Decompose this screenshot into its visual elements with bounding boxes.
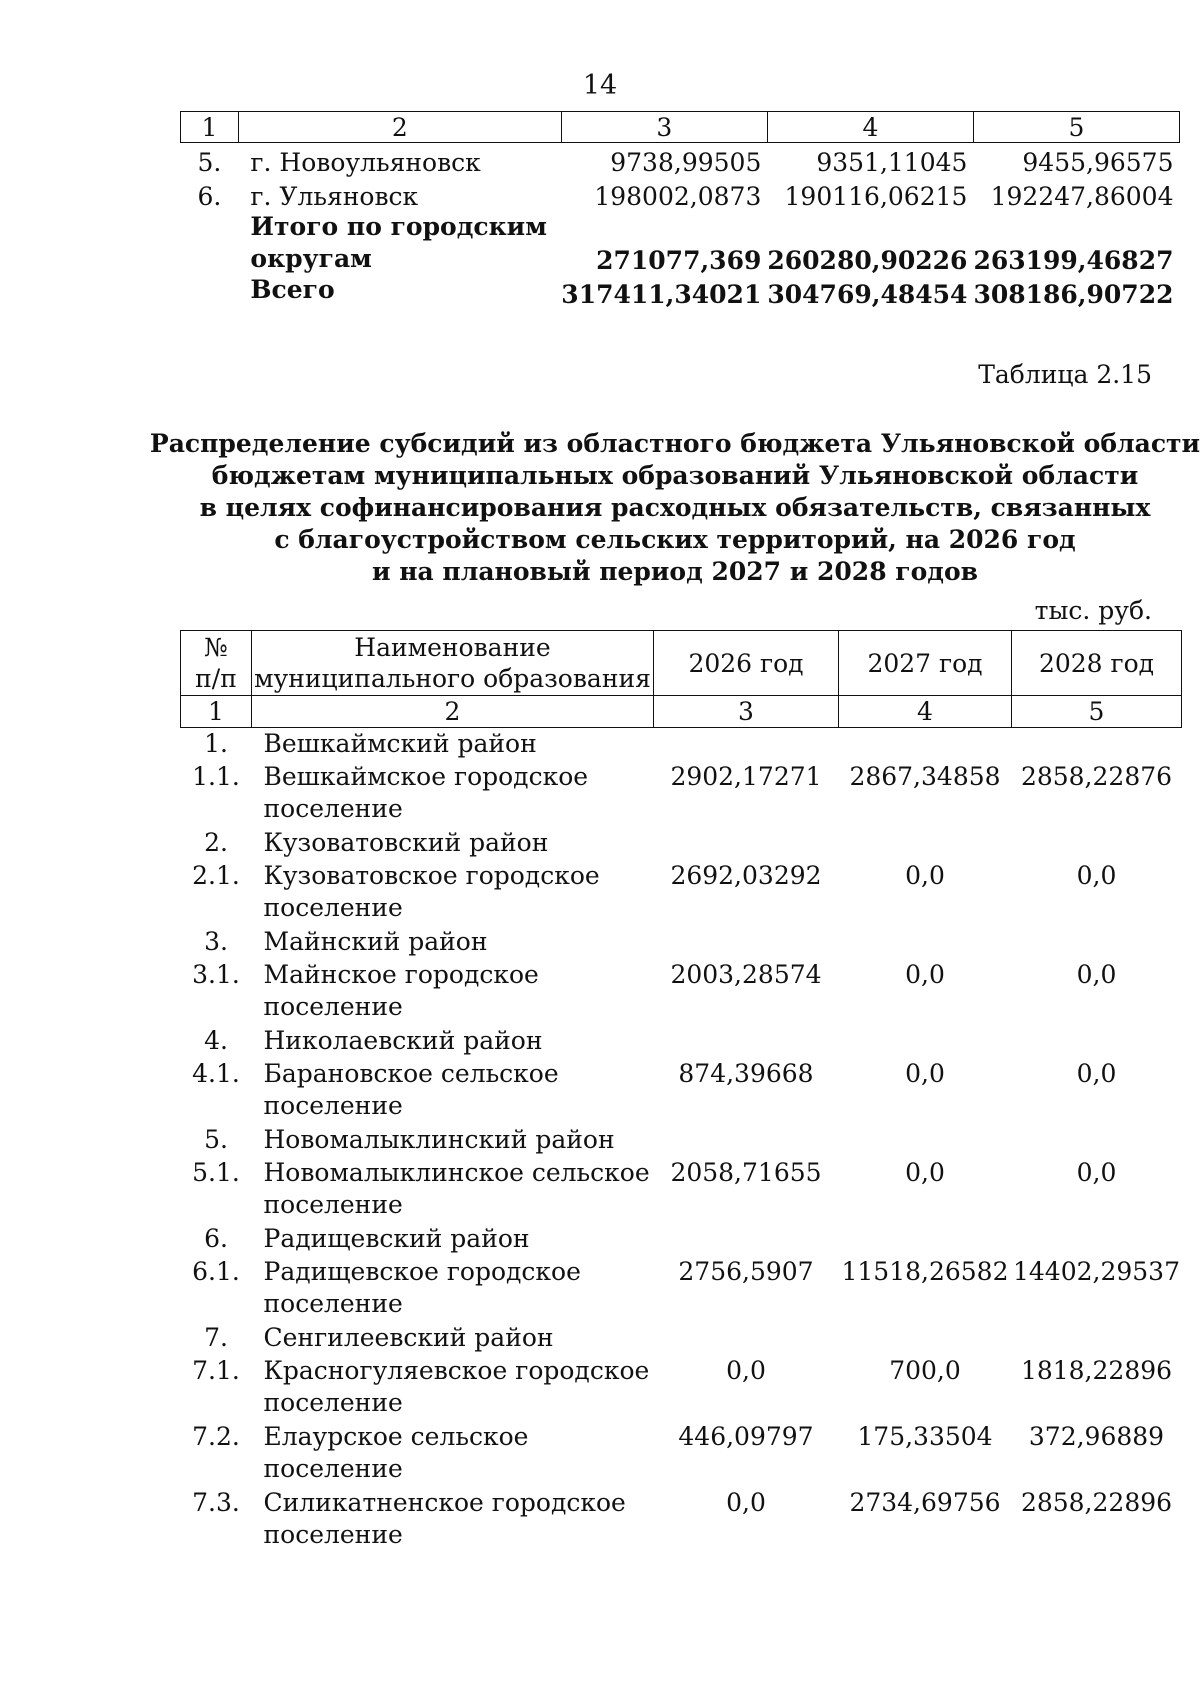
settlement-row	[181, 860, 1182, 926]
total-2028: 308186,90722	[973, 280, 1174, 309]
settlement-row	[181, 761, 1182, 827]
value-2028	[1012, 827, 1182, 860]
row-number: 7.3.	[192, 1488, 240, 1517]
district-row	[181, 1223, 1182, 1256]
row-name-line2: поселение	[263, 992, 403, 1021]
col-number: 1	[181, 696, 252, 728]
row-number: 4.1.	[192, 1059, 240, 1088]
value-2028	[1012, 1025, 1182, 1058]
col-number: 2	[252, 696, 654, 728]
value-2026: 446,09797	[678, 1422, 814, 1451]
row-name-line1: Майнское городское	[263, 960, 539, 989]
value-2027: 2867,34858	[849, 762, 1001, 791]
value-2026	[654, 827, 839, 860]
value-2027: 190116,06215	[784, 182, 968, 211]
header-number-abbr: п/п	[195, 664, 237, 693]
value-2026	[654, 1223, 839, 1256]
subtotal-row	[181, 211, 1180, 275]
district-row	[181, 827, 1182, 860]
value-2027	[839, 1025, 1012, 1058]
subtotal-label-line1: Итого по городским	[250, 212, 547, 241]
value-2027: 0,0	[905, 861, 945, 890]
row-name-line1: Красногуляевское городское	[263, 1356, 650, 1385]
value-2028: 0,0	[1076, 861, 1117, 890]
value-2026: 2756,5907	[678, 1257, 814, 1286]
col-number: 1	[181, 112, 239, 143]
value-2028: 192247,86004	[990, 182, 1174, 211]
value-2026: 2692,03292	[670, 861, 822, 890]
row-number: 2.	[204, 828, 228, 857]
col-number: 2	[238, 112, 561, 143]
page-number: 14	[582, 70, 618, 101]
row-name	[252, 1421, 654, 1487]
value-2027: 9351,11045	[816, 148, 968, 177]
title-line: с благоустройством сельских территорий, на 2026 год	[274, 525, 1076, 554]
value-2028	[1012, 926, 1182, 959]
value-2026	[654, 1124, 839, 1157]
subtotal-label	[238, 211, 561, 275]
value-2026	[654, 1322, 839, 1355]
district-row	[181, 1124, 1182, 1157]
row-name	[252, 1256, 654, 1322]
row-name	[252, 1058, 654, 1124]
value-2027	[839, 1322, 1012, 1355]
row-name-line2: поселение	[263, 1091, 403, 1120]
district-row	[181, 1322, 1182, 1355]
total-label: Всего	[250, 275, 335, 304]
value-2028	[1012, 1124, 1182, 1157]
row-number: 6.	[197, 182, 222, 211]
row-name-line1: Радищевский район	[263, 1224, 530, 1253]
value-2028	[1012, 1223, 1182, 1256]
value-2028: 2858,22896	[1020, 1488, 1173, 1517]
row-name	[252, 1157, 654, 1223]
row-number: 7.	[204, 1323, 228, 1352]
row-name-line1: Барановское сельское	[263, 1059, 559, 1088]
col-number: 5	[973, 112, 1179, 143]
district-row	[181, 1025, 1182, 1058]
value-2028: 9455,96575	[1022, 148, 1174, 177]
total-2027: 304769,48454	[767, 280, 968, 309]
value-2026: 198002,0873	[594, 182, 762, 211]
value-2026: 0,0	[726, 1356, 766, 1385]
district-row	[181, 728, 1182, 762]
row-number: 3.1.	[192, 960, 240, 989]
row-name	[252, 959, 654, 1025]
subsidy-table	[180, 630, 1182, 1553]
settlement-row	[181, 1157, 1182, 1223]
row-name	[252, 827, 654, 860]
row-name-line1: Новомалыклинское сельское	[263, 1158, 650, 1187]
row-name	[252, 926, 654, 959]
column-number-row	[181, 696, 1182, 728]
title-line: и на плановый период 2027 и 2028 годов	[371, 557, 978, 586]
row-name-line1: Вешкаймское городское	[263, 762, 589, 791]
subtotal-2026: 271077,369	[596, 246, 762, 275]
header-name-line2: муниципального образования	[254, 664, 651, 693]
total-2026: 317411,34021	[561, 280, 762, 309]
value-2026	[654, 1025, 839, 1058]
row-name-line1: Вешкаймский район	[263, 729, 537, 758]
title-line: в целях софинансирования расходных обязательств, связанных	[199, 493, 1151, 522]
row-number: 1.	[204, 729, 228, 758]
total-row	[181, 275, 1180, 309]
row-name	[252, 1223, 654, 1256]
row-name: г. Новоульяновск	[250, 148, 481, 177]
value-2026	[654, 728, 839, 762]
value-2028: 14402,29537	[1012, 1257, 1180, 1286]
row-name	[252, 761, 654, 827]
table-body	[181, 728, 1182, 1554]
header-name-line1: Наименование	[354, 633, 551, 662]
row-name-line1: Николаевский район	[263, 1026, 543, 1055]
value-2027	[839, 728, 1012, 762]
row-name	[252, 728, 654, 762]
col-number: 3	[561, 112, 767, 143]
header-row	[181, 631, 1182, 696]
settlement-row	[181, 1487, 1182, 1553]
row-name-line1: Кузоватовский район	[263, 828, 549, 857]
value-2026	[654, 926, 839, 959]
row-name-line2: поселение	[263, 794, 403, 823]
value-2026: 0,0	[726, 1488, 766, 1517]
settlement-row	[181, 1256, 1182, 1322]
subtotal-label-line2: округам	[250, 244, 372, 273]
col-number: 4	[839, 696, 1012, 728]
row-number: 6.1.	[192, 1257, 240, 1286]
row-number: 4.	[204, 1026, 228, 1055]
row-name	[252, 1025, 654, 1058]
row-name-line2: поселение	[263, 893, 403, 922]
row-name-line2: поселение	[263, 1388, 403, 1417]
row-number: 7.1.	[192, 1356, 240, 1385]
header-2026: 2026 год	[654, 631, 839, 696]
value-2028: 2858,22876	[1020, 762, 1173, 791]
value-2028: 0,0	[1076, 1059, 1117, 1088]
value-2027: 11518,26582	[841, 1257, 1009, 1286]
value-2028: 0,0	[1076, 1158, 1117, 1187]
row-name	[252, 860, 654, 926]
district-row	[181, 926, 1182, 959]
row-number: 5.1.	[192, 1158, 240, 1187]
row-name-line2: поселение	[263, 1454, 403, 1483]
row-name-line1: Кузоватовское городское	[263, 861, 600, 890]
settlement-row	[181, 1058, 1182, 1124]
header-name	[252, 631, 654, 696]
table-caption: Таблица 2.15	[978, 360, 1152, 389]
subtotal-2028: 263199,46827	[973, 246, 1174, 275]
row-name-line2: поселение	[263, 1289, 403, 1318]
value-2028: 372,96889	[1028, 1422, 1165, 1451]
row-name-line2: поселение	[263, 1520, 403, 1549]
col-number: 5	[1012, 696, 1182, 728]
value-2026: 9738,99505	[610, 148, 762, 177]
title-line: Распределение субсидий из областного бюджета Ульяновской области	[149, 429, 1200, 458]
value-2027: 700,0	[889, 1356, 961, 1385]
row-name-line1: Новомалыклинский район	[263, 1125, 615, 1154]
value-2026: 874,39668	[678, 1059, 814, 1088]
value-2028	[1012, 728, 1182, 762]
value-2026: 2003,28574	[670, 960, 822, 989]
header-2028: 2028 год	[1012, 631, 1182, 696]
row-number: 5.	[204, 1125, 228, 1154]
row-name	[252, 1124, 654, 1157]
value-2027: 2734,69756	[849, 1488, 1001, 1517]
settlement-row	[181, 959, 1182, 1025]
value-2027	[839, 926, 1012, 959]
table-row	[181, 177, 1180, 211]
column-number-row	[181, 112, 1180, 143]
row-name	[252, 1355, 654, 1421]
value-2027	[839, 1223, 1012, 1256]
value-2027	[839, 1124, 1012, 1157]
header-2027: 2027 год	[839, 631, 1012, 696]
row-name-line1: Силикатненское городское	[263, 1488, 626, 1517]
col-number: 3	[654, 696, 839, 728]
value-2026: 2058,71655	[670, 1158, 822, 1187]
table-title	[0, 428, 1200, 588]
value-2028: 1818,22896	[1020, 1356, 1173, 1385]
value-2027: 175,33504	[857, 1422, 993, 1451]
row-number: 5.	[197, 148, 222, 177]
settlement-row	[181, 1355, 1182, 1421]
header-number-symbol: №	[204, 633, 228, 662]
row-number: 1.1.	[192, 762, 240, 791]
row-name-line1: Майнский район	[263, 927, 488, 956]
value-2027: 0,0	[905, 960, 945, 989]
settlement-row	[181, 1421, 1182, 1487]
row-number: 6.	[204, 1224, 228, 1253]
units-label: тыс. руб.	[1034, 596, 1152, 625]
row-name-line1: Сенгилеевский район	[263, 1323, 554, 1352]
value-2028	[1012, 1322, 1182, 1355]
row-name: г. Ульяновск	[250, 182, 419, 211]
row-name-line1: Радищевское городское	[263, 1257, 581, 1286]
row-number: 7.2.	[192, 1422, 240, 1451]
table-row	[181, 143, 1180, 178]
row-name	[252, 1487, 654, 1553]
value-2026: 2902,17271	[670, 762, 822, 791]
value-2027: 0,0	[905, 1158, 945, 1187]
header-number	[181, 631, 252, 696]
row-name	[252, 1322, 654, 1355]
row-number: 3.	[204, 927, 228, 956]
value-2028: 0,0	[1076, 960, 1117, 989]
row-number: 2.1.	[192, 861, 240, 890]
value-2027	[839, 827, 1012, 860]
row-name-line1: Елаурское сельское	[263, 1422, 529, 1451]
continuation-table	[180, 111, 1180, 309]
row-name-line2: поселение	[263, 1190, 403, 1219]
subtotal-2027: 260280,90226	[767, 246, 968, 275]
col-number: 4	[767, 112, 973, 143]
value-2027: 0,0	[905, 1059, 945, 1088]
title-line: бюджетам муниципальных образований Ульяновской области	[211, 461, 1139, 490]
